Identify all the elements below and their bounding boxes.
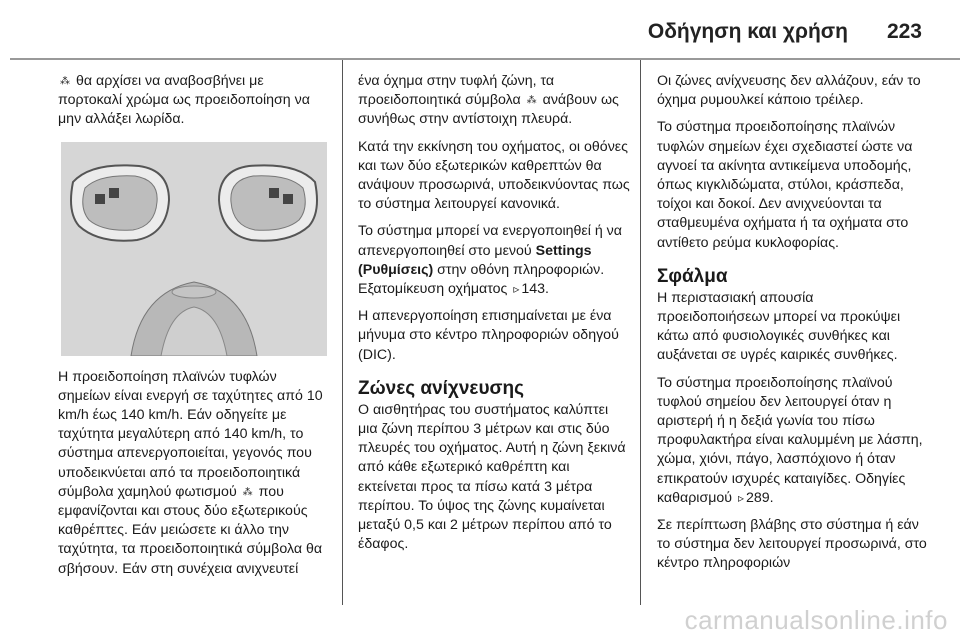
page-header bbox=[0, 0, 960, 58]
text: που εμφανίζονται και στους δύο εξωτερικούς καθρέπτες. Εάν μειώσετε κι άλλο την ταχύτητα, τα προειδοποιητικά σύμβολα θα σβήσουν. Εάν στη συνέχεια ανιχνευτεί bbox=[58, 483, 323, 577]
mirror-illustration-svg bbox=[61, 142, 327, 356]
mirror-illustration bbox=[61, 142, 327, 356]
page-footer bbox=[0, 606, 960, 642]
blind-spot-warning-icon: ⁂ bbox=[526, 95, 537, 107]
watermark: carmanualsonline.info bbox=[684, 605, 948, 635]
text: Το σύστημα προειδοποίησης πλαϊνού τυφλού σημείου δεν λειτουργεί όταν η αριστερή ή η δεξιά γωνία του πίσω προφυλακτήρα είναι καλυμμένη με λάσπη, χώμα, χιόνι, πάγο, λασπόχιονο ή όταν επικρατούν ισχυρές καταιγίδες. Οδηγίες καθαρισμού bbox=[657, 374, 923, 506]
menu-name: Settings (Ρυθμίσεις) bbox=[358, 242, 592, 278]
section-heading: Ζώνες ανίχνευσης bbox=[358, 377, 524, 399]
paragraph: Σε περίπτωση βλάβης στο σύστημα ή εάν το σύστημα δεν λειτουργεί προσωρινά, στο κέντρο πληροφοριών bbox=[657, 517, 927, 572]
paragraph: Κατά την εκκίνηση του οχήματος, οι οθόνες και των δύο εξωτερικών καθρεπτών θα ανάψουν προσωρινά, υποδεικνύοντας πως το σύστημα λειτουργεί κανονικά. bbox=[358, 138, 630, 213]
column-3 bbox=[657, 72, 929, 582]
triangle-ref-icon: ▹ bbox=[737, 490, 745, 505]
blind-spot-warning-icon bbox=[283, 194, 293, 204]
text: ανάβουν ως συνήθως στην αντίστοιχη πλευρά. bbox=[358, 92, 619, 128]
blind-spot-warning-icon: ⁂ bbox=[242, 486, 253, 498]
paragraph bbox=[358, 222, 630, 299]
paragraph bbox=[58, 72, 330, 130]
column-2 bbox=[358, 72, 630, 562]
paragraph: Το σύστημα προειδοποίησης πλαϊνών τυφλών σημείων έχει σχεδιαστεί ώστε να αγνοεί τα ακίνητα αντικείμενα υποδομής, όπως κιγκλιδώματα, στύλοι, κράσπεδα, τοίχοι και δοκοί. Δεν ανιχνεύονται τα σταθμευμένα οχήματα ή τα οχήματα στο αντίθετο ρεύμα κυκλοφορίας. bbox=[657, 119, 913, 251]
text: στην οθόνη πληροφοριών. Εξατομίκευση οχήματος bbox=[358, 261, 605, 298]
column-1 bbox=[58, 72, 330, 587]
page-title: Οδήγηση και χρήση bbox=[647, 20, 848, 43]
paragraph: Η απενεργοποίηση επισημαίνεται με ένα μήνυμα στο κέντρο πληροφοριών οδηγού (DIC). bbox=[358, 308, 619, 363]
paragraph: Η περιστασιακή απουσία προειδοποιήσεων μπορεί να προκύψει κάτω από φυσιολογικές συνθήκες και αυξάνεται σε υγρές καιρικές συνθήκες. bbox=[657, 289, 901, 364]
paragraph bbox=[358, 72, 630, 130]
page-reference[interactable]: 143. bbox=[521, 281, 549, 298]
section-heading: Σφάλμα bbox=[657, 265, 728, 287]
column-divider bbox=[342, 60, 343, 605]
paragraph bbox=[657, 374, 929, 508]
paragraph: Ο αισθητήρας του συστήματος καλύπτει μια ζώνη περίπου 3 μέτρων και στις δύο πλευρές του οχήματος. Αυτή η ζώνη ξεκινά από κάθε εξωτερικό καθρέπτη και εκτείνεται προς τα πίσω κατά 3 μέτρα περίπου. Το ύψος της ζώνης κυμαίνεται μεταξύ 0,5 και 2 μέτρων περίπου από το έδαφος. bbox=[358, 401, 626, 553]
column-divider bbox=[640, 60, 641, 605]
paragraph: Οι ζώνες ανίχνευσης δεν αλλάζουν, εάν το όχημα ρυμουλκεί κάποιο τρέιλερ. bbox=[657, 73, 921, 109]
paragraph bbox=[58, 368, 330, 579]
text: ένα όχημα στην τυφλή ζώνη, τα προειδοποιητικά σύμβολα bbox=[358, 73, 555, 109]
page-reference[interactable]: 289. bbox=[746, 489, 774, 506]
triangle-ref-icon: ▹ bbox=[513, 282, 520, 297]
blind-spot-warning-icon: ⁂ bbox=[60, 76, 70, 87]
text: Η προειδοποίηση πλαϊνών τυφλών σημείων είναι ενεργή σε ταχύτητες από 10 km/h έως 140 km/h. Εάν οδηγείτε με ταχύτητα μεγαλύτερη από 140 km/h, το σύστημα απενεργοποιείται, γεγονός που υποδεικνύεται από τα προειδοποιητικά σύμβολα χαμηλού φωτισμού bbox=[58, 368, 323, 500]
text: Το σύστημα μπορεί να ενεργοποιηθεί ή να απενεργοποιηθεί στο μενού bbox=[358, 223, 622, 259]
page-number: 223 bbox=[886, 20, 922, 43]
blind-spot-warning-icon bbox=[95, 194, 105, 204]
header-rule bbox=[10, 58, 960, 60]
text: θα αρχίσει να αναβοσβήνει με πορτοκαλί χρώμα ως προειδοποίηση να μην αλλάξει λωρίδα. bbox=[58, 73, 310, 128]
